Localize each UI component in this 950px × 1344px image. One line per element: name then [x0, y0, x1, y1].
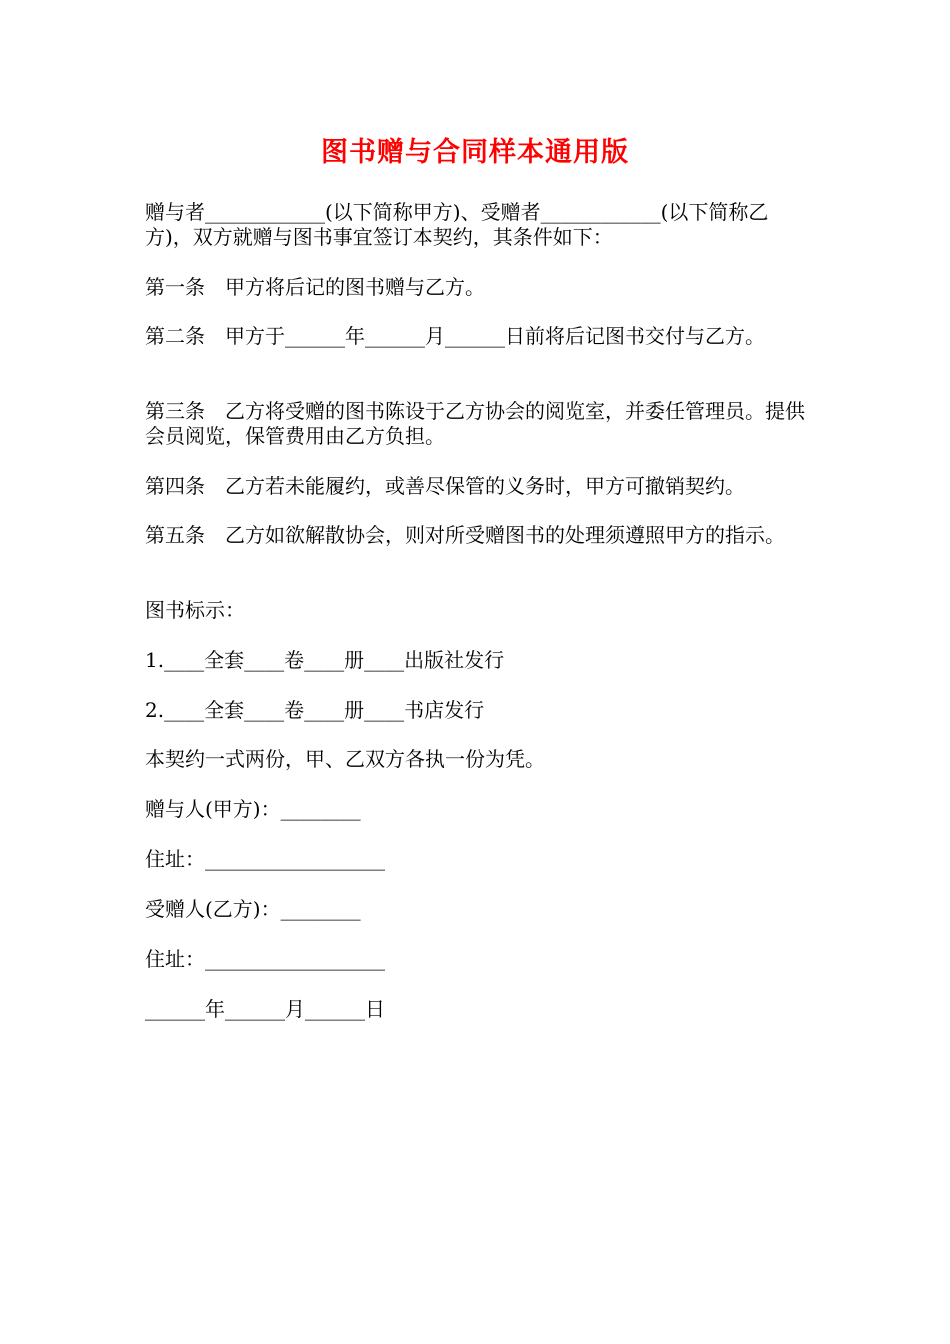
document-title: 图书赠与合同样本通用版 [321, 137, 629, 168]
book-label: 图书标示： [145, 598, 245, 622]
intro-paragraph: 赠与者____________(以下简称甲方)、受赠者____________(以下简称乙方)，双方就赠与图书事宜签订本契约，其条件如下： [145, 200, 769, 249]
donor-address: 住址：__________________ [145, 847, 385, 871]
article-5: 第五条 乙方如欲解散协会，则对所受赠图书的处理须遵照甲方的指示。 [145, 523, 785, 547]
donee-address: 住址：__________________ [145, 947, 385, 971]
signature-date: ______年______月______日 [145, 997, 385, 1021]
donor-signature: 赠与人(甲方)：________ [145, 797, 361, 821]
book-item-1: 1.____全套____卷____册____出版社发行 [145, 648, 505, 672]
donee-signature: 受赠人(乙方)：________ [145, 897, 361, 921]
article-1: 第一条 甲方将后记的图书赠与乙方。 [145, 275, 485, 299]
article-3: 第三条 乙方将受赠的图书陈设于乙方协会的阅览室，并委任管理员。提供会员阅览，保管费用由乙方负担。 [145, 399, 805, 448]
article-4: 第四条 乙方若未能履约，或善尽保管的义务时，甲方可撤销契约。 [145, 474, 745, 498]
article-2: 第二条 甲方于______年______月______日前将后记图书交付与乙方。 [145, 324, 765, 348]
book-item-2: 2.____全套____卷____册____书店发行 [145, 698, 485, 722]
copies-statement: 本契约一式两份，甲、乙双方各执一份为凭。 [145, 747, 545, 771]
